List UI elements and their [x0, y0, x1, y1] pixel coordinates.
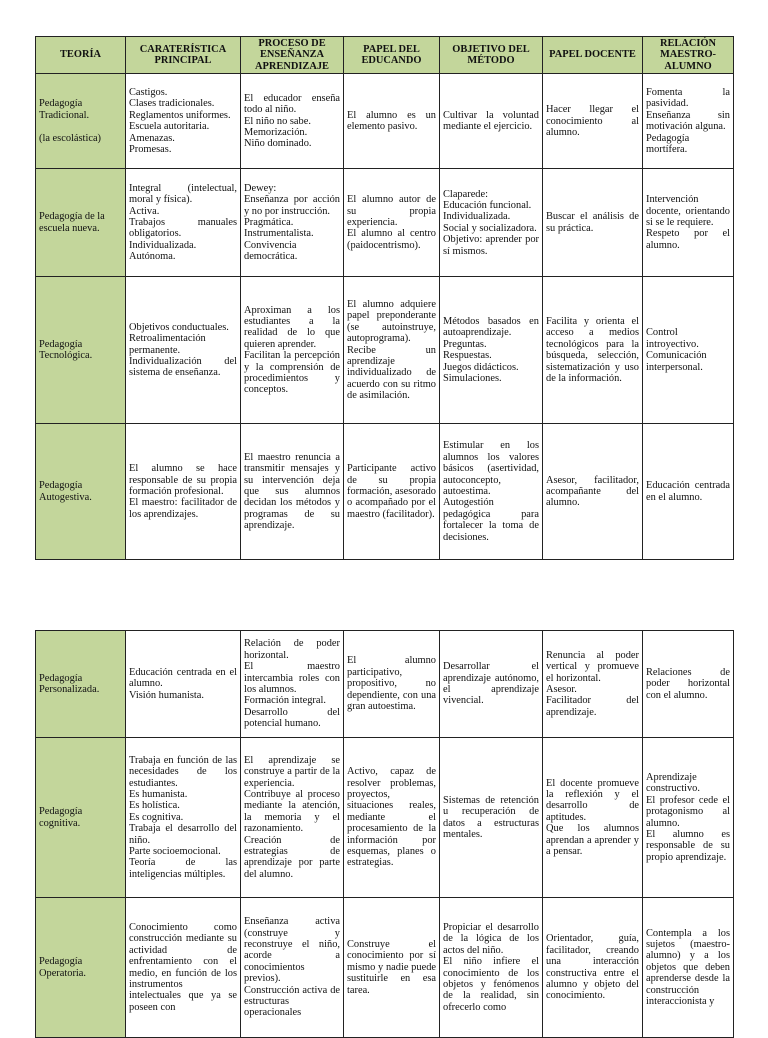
cell-line: Integral (intelectual, moral y física).: [129, 182, 237, 206]
cell-teoria: [36, 424, 126, 560]
cell-teoria: [36, 74, 126, 169]
cell-line: Métodos basados en autoaprendizaje.: [443, 316, 539, 339]
cell-line: Memorización.: [244, 126, 308, 138]
table-row: [36, 631, 734, 738]
cell-line: Pedagogía Personalizada.: [39, 672, 100, 695]
cell-line: Educación centrada en el alumno.: [646, 480, 730, 503]
table-row: [36, 424, 734, 560]
cell-line: Preguntas.: [443, 338, 487, 350]
cell-docente: [543, 277, 643, 424]
cell-line: Dewey:: [244, 182, 277, 194]
header-docente: PAPEL DOCENTE: [543, 37, 643, 74]
cell-educando: [344, 277, 440, 424]
cell-educando: [344, 424, 440, 560]
cell-line: (la escolástica): [39, 132, 102, 144]
cell-line: Construye el conocimiento por sí mismo y nadie puede sustituirle en esa tarea.: [347, 938, 436, 996]
cell-caracteristica: [126, 738, 241, 898]
cell-line: Claparede:: [443, 188, 489, 200]
table-row: [36, 898, 734, 1038]
cell-line: Simulaciones.: [443, 373, 502, 385]
cell-line: Reglamentos uniformes.: [129, 109, 231, 121]
cell-line: Hacer llegar el conocimiento al alumno.: [546, 104, 639, 138]
cell-caracteristica: [126, 277, 241, 424]
cell-line: Que los alumnos aprendan a aprender y a pensar.: [546, 823, 639, 858]
table-row: [36, 738, 734, 898]
cell-line: Contribuye al proceso mediante la atención, la memoria y el razonamiento.: [244, 788, 340, 835]
cell-proceso: [241, 738, 344, 898]
cell-line: Trabajos manuales obligatorios.: [129, 217, 237, 240]
cell-line: Instrumentalista.: [244, 228, 314, 240]
header-objetivo: OBJETIVO DEL MÉTODO: [440, 37, 543, 74]
cell-caracteristica: [126, 631, 241, 738]
cell-line: Castigos.: [129, 87, 168, 98]
cell-proceso: [241, 277, 344, 424]
cell-line: Respuestas.: [443, 350, 492, 362]
cell-line: Amenazas.: [129, 132, 175, 144]
cell-line: El alumno participativo, propositivo, no dependiente, con una gran autoestima.: [347, 655, 436, 713]
cell-line: Clases tradicionales.: [129, 98, 215, 110]
cell-line: El alumno al centro (paidocentrismo).: [347, 228, 436, 251]
cell-line: Es humanista.: [129, 788, 188, 800]
cell-line: Estimular en los alumnos los valores básicos (asertividad, autoconcepto, autoestima.: [443, 440, 539, 498]
cell-teoria: [36, 898, 126, 1038]
table-body-bottom: [36, 631, 734, 1038]
cell-proceso: [241, 74, 344, 169]
cell-line: Asesor, facilitador, acompañante del alumno.: [546, 474, 639, 509]
cell-line: Aproximan a los estudiantes a la realidad de lo que quieren aprender.: [244, 304, 340, 350]
cell-proceso: [241, 898, 344, 1038]
cell-relacion: [643, 74, 734, 169]
cell-line: Renuncia al poder vertical y promueve el horizontal.: [546, 649, 639, 684]
cell-educando: [344, 74, 440, 169]
cell-line: Aprendizaje constructivo.: [646, 771, 700, 795]
cell-line: Es cognitiva.: [129, 811, 184, 823]
cell-line: Intervención docente, orientando si se le requiere.: [646, 194, 730, 229]
cell-line: Convivencia democrática.: [244, 239, 298, 263]
cell-teoria: [36, 277, 126, 424]
cell-line: Social y socializadora.: [443, 222, 537, 234]
cell-educando: [344, 738, 440, 898]
cell-line: Enseñanza sin motivación alguna.: [646, 109, 730, 133]
cell-line: El maestro intercambia roles con los alumnos.: [244, 661, 340, 695]
cell-line: Pedagogía Tradicional.: [39, 98, 90, 121]
cell-caracteristica: [126, 74, 241, 169]
cell-line: El aprendizaje se construye a partir de la experiencia.: [244, 754, 340, 789]
cell-line: Individualizada.: [443, 211, 511, 223]
cell-teoria: [36, 738, 126, 898]
cell-line: Desarrollar el aprendizaje autónomo, el aprendizaje vivencial.: [443, 661, 539, 707]
cell-relacion: [643, 424, 734, 560]
table-row: [36, 74, 734, 169]
cell-educando: [344, 898, 440, 1038]
header-proceso: PROCESO DE ENSEÑANZA APRENDIZAJE: [241, 37, 344, 74]
cell-line: Teoría de las inteligencias múltiples.: [129, 857, 237, 880]
cell-proceso: [241, 631, 344, 738]
cell-line: Comunicación interpersonal.: [646, 350, 707, 373]
cell-caracteristica: [126, 169, 241, 277]
cell-line: Promesas.: [129, 144, 172, 156]
table-row: [36, 277, 734, 424]
cell-educando: [344, 169, 440, 277]
cell-line: Buscar el análisis de su práctica.: [546, 211, 639, 234]
cell-docente: [543, 169, 643, 277]
cell-line: Contempla a los sujetos (maestro-alumno) y a los objetos que deben aprenderse desde la construcción interaccionista y: [646, 927, 730, 1008]
cell-line: Pedagogía cognitiva.: [39, 806, 83, 829]
cell-line: Activo, capaz de resolver problemas, proyectos, situaciones reales, mediante el procesamiento de la información por esquemas, planes o estrategias.: [347, 766, 436, 869]
cell-objetivo: [440, 631, 543, 738]
pedagogy-table-bottom: [35, 630, 734, 1038]
cell-teoria: [36, 169, 126, 277]
cell-line: Objetivo: aprender por sí mismos.: [443, 234, 539, 257]
cell-line: El profesor cede el protagonismo al alumno.: [646, 794, 730, 829]
cell-line: Control introyectivo.: [646, 327, 699, 350]
cell-docente: [543, 738, 643, 898]
cell-line: El maestro renuncia a transmitir mensajes y su intervención deja que sus alumnos decidan los métodos y programas de su aprendizaje.: [244, 451, 340, 532]
cell-line: El educador enseña todo al niño.: [244, 92, 340, 116]
cell-line: El alumno es un elemento pasivo.: [347, 109, 436, 133]
header-educando: PAPEL DEL EDUCANDO: [344, 37, 440, 74]
cell-line: Educación centrada en el alumno.: [129, 666, 237, 690]
cell-line: Pedagogía mortífera.: [646, 132, 690, 156]
cell-line: Creación de estrategias de aprendizaje por parte del alumno.: [244, 834, 340, 880]
header-teoria: TEORÍA: [36, 37, 126, 74]
cell-line: Facilitan la percepción y la comprensión de procedimientos y conceptos.: [244, 350, 340, 396]
cell-line: Objetivos conductuales.: [129, 321, 229, 333]
cell-line: El niño infiere el conocimiento de los objetos y fenómenos de la realidad, sin ofrecerlo como: [443, 956, 539, 1013]
cell-line: Enseñanza activa (construye y reconstruye el niño, acorde a conocimientos previos).: [244, 916, 340, 985]
cell-line: Trabaja en función de las necesidades de los estudiantes.: [129, 754, 237, 789]
cell-line: Facilitador del aprendizaje.: [546, 695, 639, 718]
cell-line: Autogestión pedagógica para fortalecer la toma de decisiones.: [443, 497, 539, 543]
cell-line: Pedagogía de la escuela nueva.: [39, 211, 105, 234]
cell-objetivo: [440, 738, 543, 898]
cell-objetivo: [440, 74, 543, 169]
cell-line: Visión humanista.: [129, 689, 204, 701]
cell-line: Niño dominado.: [244, 138, 312, 150]
cell-docente: [543, 631, 643, 738]
cell-relacion: [643, 631, 734, 738]
cell-line: El niño no sabe.: [244, 115, 311, 127]
cell-line: Desarrollo del potencial humano.: [244, 706, 340, 730]
cell-line: Recibe un aprendizaje individualizado de acuerdo con su ritmo de asimilación.: [347, 344, 436, 402]
table-body-top: [36, 74, 734, 560]
cell-educando: [344, 631, 440, 738]
cell-line: Es holística.: [129, 800, 180, 812]
cell-proceso: [241, 169, 344, 277]
cell-teoria: [36, 631, 126, 738]
cell-line: Sistemas de retención u recuperación de datos a estructuras mentales.: [443, 794, 539, 840]
cell-line: El maestro: facilitador de los aprendizajes.: [129, 497, 237, 520]
cell-proceso: [241, 424, 344, 560]
cell-relacion: [643, 277, 734, 424]
cell-line: Escuela autoritaria.: [129, 121, 210, 133]
cell-line: [39, 121, 122, 132]
cell-line: Fomenta la pasividad.: [646, 87, 730, 110]
cell-line: Pedagogía Operatoria.: [39, 956, 87, 979]
cell-relacion: [643, 738, 734, 898]
cell-line: El docente promueve la reflexión y el desarrollo de aptitudes.: [546, 777, 639, 823]
cell-caracteristica: [126, 898, 241, 1038]
cell-line: Asesor.: [546, 684, 577, 695]
header-caracteristica: CARATERÍSTICA PRINCIPAL: [126, 37, 241, 74]
cell-line: Participante activo de su propia formación, asesorado o acompañado por el maestro (facilitador).: [347, 463, 436, 520]
cell-line: Parte socioemocional.: [129, 846, 221, 858]
cell-line: Autónoma.: [129, 251, 176, 263]
cell-docente: [543, 424, 643, 560]
cell-line: Trabaja el desarrollo del niño.: [129, 823, 237, 846]
cell-line: Formación integral.: [244, 695, 326, 707]
cell-line: Retroalimentación permanente.: [129, 333, 206, 356]
cell-line: Orientador, guía, facilitador, creando una interacción constructiva entre el alumno y objeto del conocimiento.: [546, 933, 639, 1002]
table-row: [36, 169, 734, 277]
cell-line: El alumno se hace responsable de su propia formación profesional.: [129, 463, 237, 498]
cell-line: Facilita y orienta el acceso a medios tecnológicos para la búsqueda, selección, sistematización y uso de la información.: [546, 316, 639, 385]
cell-line: El alumno autor de su propia experiencia.: [347, 194, 436, 229]
cell-line: El alumno adquiere papel preponderante (se autoinstruye, autoprograma).: [347, 298, 436, 345]
cell-line: Relaciones de poder horizontal con el alumno.: [646, 666, 730, 701]
cell-docente: [543, 74, 643, 169]
cell-relacion: [643, 169, 734, 277]
cell-line: Educación funcional.: [443, 199, 532, 211]
cell-line: Conocimiento como construcción mediante su actividad de enfrentamiento con el medio, en función de los instrumentos intelectuales que ya se poseen con: [129, 921, 237, 1013]
cell-line: Cultivar la voluntad mediante el ejercicio.: [443, 109, 539, 133]
pedagogy-table-top: [35, 36, 734, 560]
cell-line: Individualizada.: [129, 239, 197, 251]
cell-line: Construcción activa de estructuras operacionales: [244, 984, 340, 1019]
cell-objetivo: [440, 898, 543, 1038]
cell-docente: [543, 898, 643, 1038]
cell-line: Relación de poder horizontal.: [244, 638, 340, 661]
cell-line: Propiciar el desarrollo de la lógica de los actos del niño.: [443, 921, 539, 956]
cell-objetivo: [440, 169, 543, 277]
header-row: [36, 37, 734, 74]
cell-line: Enseñanza por acción y no por instrucción.: [244, 194, 340, 217]
cell-objetivo: [440, 277, 543, 424]
cell-line: Activa.: [129, 205, 160, 217]
cell-objetivo: [440, 424, 543, 560]
cell-line: Pragmática.: [244, 217, 294, 229]
cell-line: Juegos didácticos.: [443, 361, 519, 373]
cell-caracteristica: [126, 424, 241, 560]
cell-line: Pedagogía Tecnológica.: [39, 338, 93, 362]
header-relacion: RELACIÓN MAESTRO-ALUMNO: [643, 37, 734, 74]
cell-line: Respeto por el alumno.: [646, 228, 730, 251]
cell-line: El alumno es responsable de su propio aprendizaje.: [646, 828, 730, 863]
cell-line: Pedagogía Autogestiva.: [39, 480, 92, 503]
cell-line: Individualización del sistema de enseñanza.: [129, 355, 237, 379]
cell-relacion: [643, 898, 734, 1038]
